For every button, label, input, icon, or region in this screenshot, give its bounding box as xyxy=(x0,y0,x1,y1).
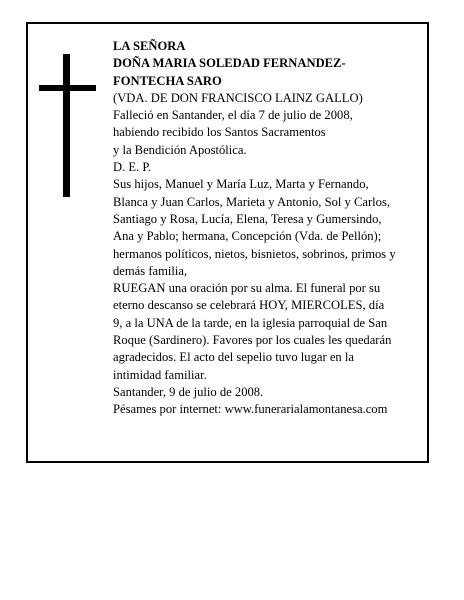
family-line: Blanca y Juan Carlos, Marieta y Antonio, Sol y Carlos, xyxy=(113,194,391,209)
family-line: demás familia, xyxy=(113,263,188,278)
family-line: hermanos políticos, nietos, bisnietos, sobrinos, primos y xyxy=(113,246,396,261)
cross-vertical-bar xyxy=(63,54,70,197)
funeral-line: Roque (Sardinero). Favores por los cuales les quedarán xyxy=(113,333,392,348)
funeral-line: intimidad familiar. xyxy=(113,367,207,382)
deceased-name-line2: FONTECHA SARO xyxy=(113,73,222,88)
rip-line: D. E. P. xyxy=(113,160,152,175)
widow-of-line: (VDA. DE DON FRANCISCO LAINZ GALLO) xyxy=(113,90,363,105)
family-line: Santiago y Rosa, Lucía, Elena, Teresa y Gumersindo, xyxy=(113,211,382,226)
death-notice-line: Falleció en Santander, el día 7 de julio de 2008, xyxy=(113,108,353,123)
condolences-line: Pésames por internet: www.funerarialamontanesa.com xyxy=(113,402,388,417)
family-line: Sus hijos, Manuel y María Luz, Marta y Fernando, xyxy=(113,177,369,192)
deceased-name-line1: DOÑA MARIA SOLEDAD FERNANDEZ- xyxy=(113,56,346,71)
death-notice-line: habiendo recibido los Santos Sacramentos xyxy=(113,125,326,140)
funeral-line: RUEGAN una oración por su alma. El funeral por su xyxy=(113,281,381,296)
cross-horizontal-bar xyxy=(39,85,96,91)
death-notice-line: y la Bendición Apostólica. xyxy=(113,142,247,157)
funeral-line: 9, a la UNA de la tarde, en la iglesia parroquial de San xyxy=(113,315,388,330)
obituary-text xyxy=(113,38,425,419)
funeral-line: agradecidos. El acto del sepelio tuvo lugar en la xyxy=(113,350,354,365)
family-line: Ana y Pablo; hermana, Concepción (Vda. de Pellón); xyxy=(113,229,382,244)
funeral-line: eterno descanso se celebrará HOY, MIERCOLES, día xyxy=(113,298,385,313)
heading-title: LA SEÑORA xyxy=(113,39,186,53)
place-date-line: Santander, 9 de julio de 2008. xyxy=(113,384,264,399)
